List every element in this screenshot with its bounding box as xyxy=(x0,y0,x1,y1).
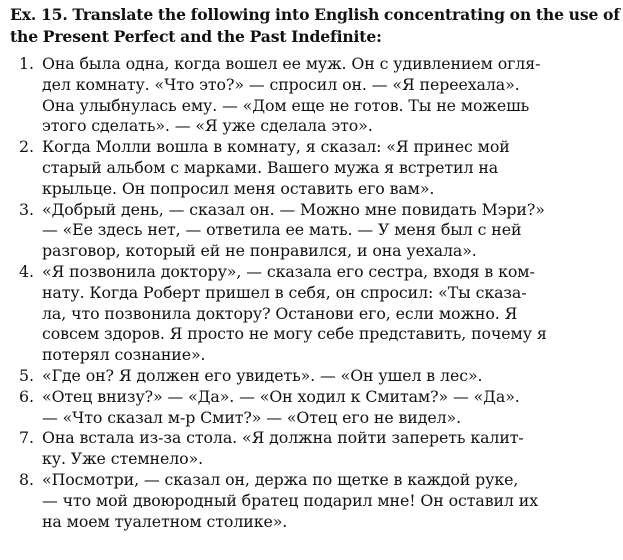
item-text-line: — что мой двоюродный братец подарил мне! Он оставил их xyxy=(42,490,539,510)
item-number: 7. xyxy=(19,428,35,448)
item-text-line: «Отец внизу?» — «Да». — «Он ходил к Смитам?» — «Да». xyxy=(42,386,520,406)
exercise-list xyxy=(10,54,617,532)
item-number: 4. xyxy=(19,261,35,281)
heading-line-1: Ex. 15. Translate the following into English concentrating on the use of xyxy=(10,5,620,24)
item-text-line: на моем туалетном столике». xyxy=(42,511,288,531)
item-text-line: «Посмотри, — сказал он, держа по щетке в каждой руке, xyxy=(42,469,519,489)
item-text-line: Она улыбнулась ему. — «Дом еще не готов. Ты не можешь xyxy=(42,95,530,115)
exercise-item-5 xyxy=(10,366,617,387)
item-text-line: ла, что позвонила доктору? Останови его, если можно. Я xyxy=(42,303,518,323)
exercise-item-8 xyxy=(10,470,617,532)
item-text-line: Она встала из-за стола. «Я должна пойти запереть калит- xyxy=(42,428,524,448)
item-text-line: дел комнату. «Что это?» — спросил он. — «Я переехала». xyxy=(42,74,520,94)
exercise-item-6 xyxy=(10,387,617,429)
item-text-line: разговор, который ей не понравился, и она уехала». xyxy=(42,241,477,261)
item-text-line: Когда Молли вошла в комнату, я сказал: «Я принес мой xyxy=(42,137,510,157)
item-text-line: нату. Когда Роберт пришел в себя, он спросил: «Ты сказа- xyxy=(42,282,527,302)
item-number: 2. xyxy=(19,137,35,157)
exercise-item-4 xyxy=(10,262,617,366)
exercise-heading xyxy=(10,4,620,48)
item-number: 1. xyxy=(19,54,35,73)
item-number: 5. xyxy=(19,365,35,385)
item-text-line: «Где он? Я должен его увидеть». — «Он ушел в лес». xyxy=(42,365,483,385)
item-text-line: — «Что сказал м-р Смит?» — «Отец его не видел». xyxy=(42,407,462,427)
heading-line-2: the Present Perfect and the Past Indefinite: xyxy=(10,27,382,46)
item-text-line: — «Ее здесь нет, — ответила ее мать. — У меня был с ней xyxy=(42,220,522,240)
item-text-line: этого сделать». — «Я уже сделала это». xyxy=(42,116,373,136)
item-text-line: потерял сознание». xyxy=(42,345,206,365)
item-text-line: старый альбом с марками. Вашего мужа я встретил на xyxy=(42,157,499,177)
exercise-item-7 xyxy=(10,428,617,470)
item-number: 3. xyxy=(19,199,35,219)
item-text-line: Она была одна, когда вошел ее муж. Он с удивлением огля- xyxy=(42,54,541,73)
item-text-line: «Добрый день, — сказал он. — Можно мне повидать Мэри?» xyxy=(42,199,545,219)
item-number: 8. xyxy=(19,469,35,489)
item-text-line: крыльце. Он попросил меня оставить его вам». xyxy=(42,178,435,198)
item-text-line: совсем здоров. Я просто не могу себе представить, почему я xyxy=(42,324,547,344)
exercise-item-2 xyxy=(10,137,617,199)
exercise-item-1 xyxy=(10,54,617,137)
item-text-line: «Я позвонила доктору», — сказала его сестра, входя в ком- xyxy=(42,261,535,281)
exercise-item-3 xyxy=(10,200,617,262)
item-number: 6. xyxy=(19,386,35,406)
item-text-line: ку. Уже стемнело». xyxy=(42,449,204,469)
